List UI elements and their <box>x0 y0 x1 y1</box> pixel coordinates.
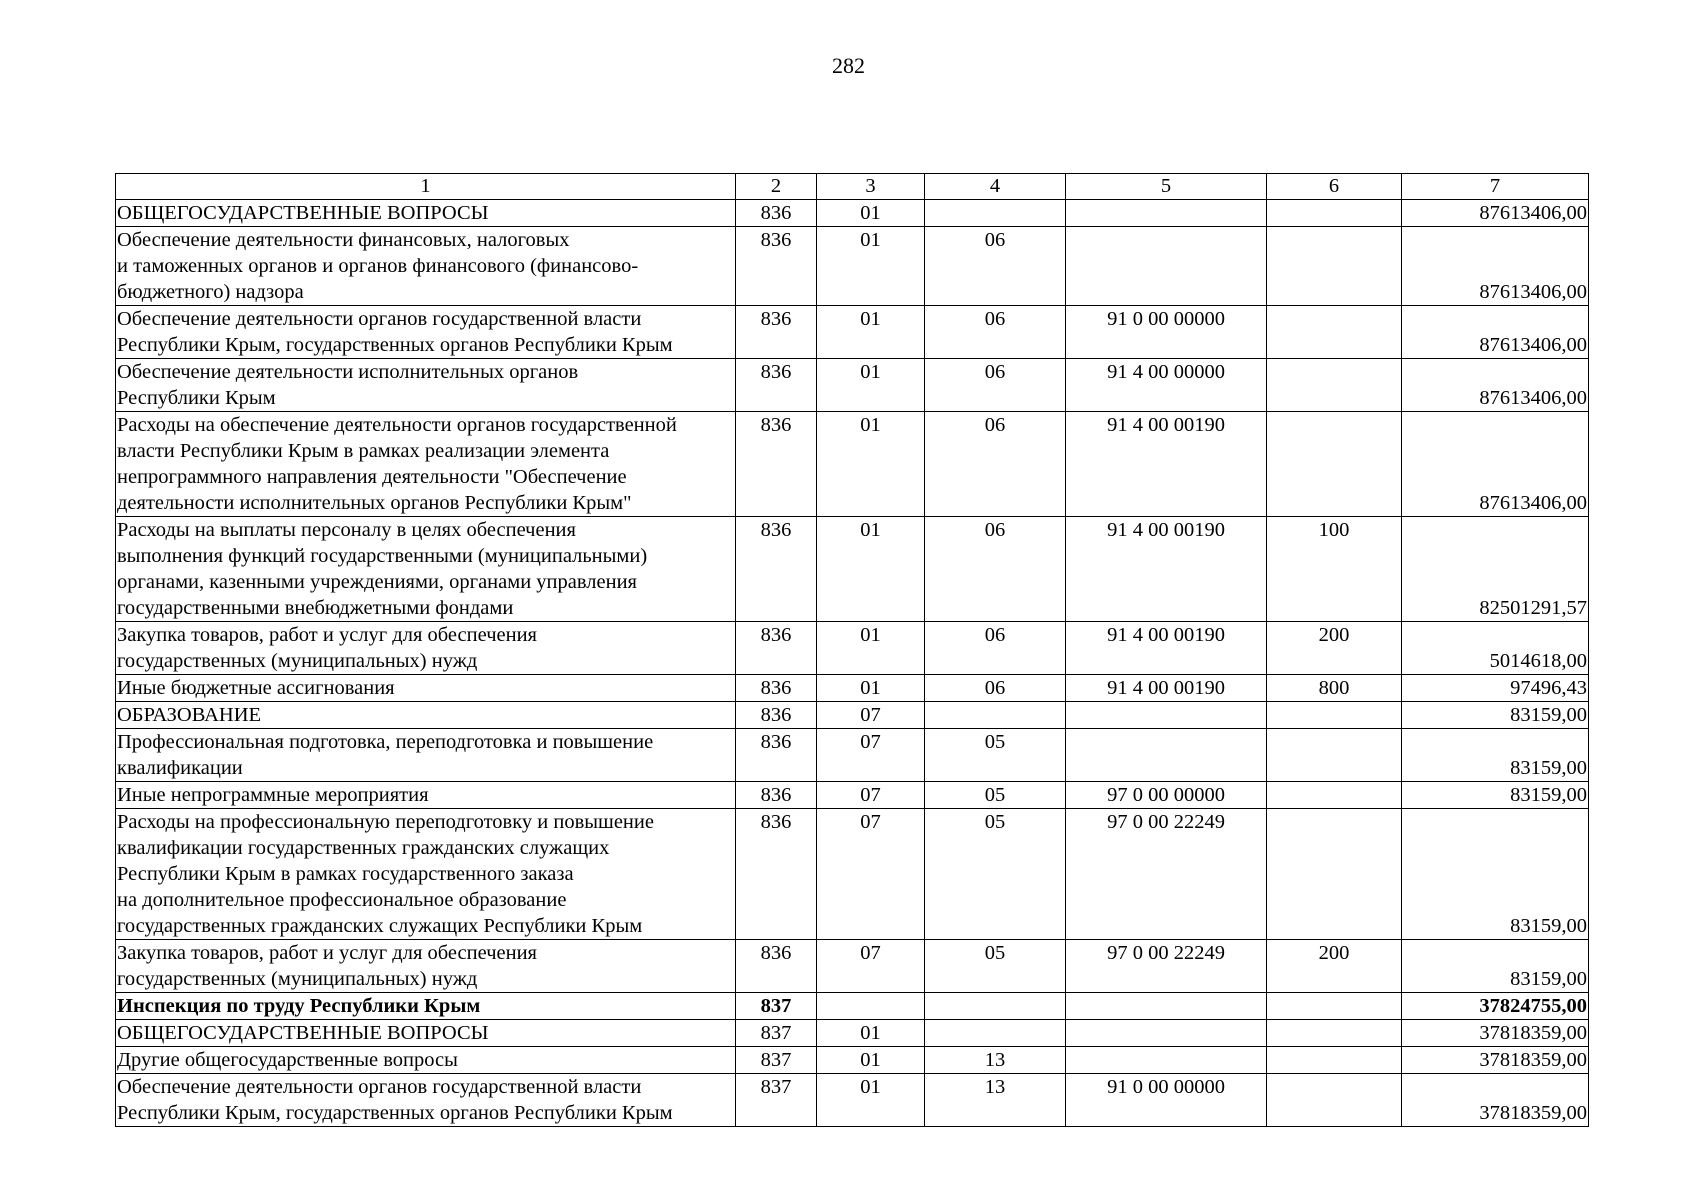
row-expense-type-cell <box>1267 1047 1402 1074</box>
row-section-code-cell: 01 <box>817 1020 925 1047</box>
row-name-cell: Закупка товаров, работ и услуг для обеспечения государственных (муниципальных) нужд <box>116 940 736 993</box>
table-row <box>116 517 1589 622</box>
table-row <box>116 675 1589 702</box>
row-subsection-code-cell: 13 <box>925 1047 1066 1074</box>
row-subsection-code-cell <box>925 1020 1066 1047</box>
row-subsection-code-cell: 06 <box>925 622 1066 675</box>
row-amount-cell: 37818359,00 <box>1402 1047 1589 1074</box>
row-expense-type-cell <box>1267 1074 1402 1127</box>
row-target-article-cell: 91 4 00 00190 <box>1066 675 1267 702</box>
row-name-cell: ОБЩЕГОСУДАРСТВЕННЫЕ ВОПРОСЫ <box>116 200 736 227</box>
row-section-code-cell: 01 <box>817 1047 925 1074</box>
row-section-code-cell: 01 <box>817 675 925 702</box>
row-amount-cell: 87613406,00 <box>1402 227 1589 306</box>
row-expense-type-cell <box>1267 359 1402 412</box>
row-target-article-cell <box>1066 227 1267 306</box>
table-header-row <box>116 174 1589 200</box>
row-expense-type-cell <box>1267 809 1402 940</box>
row-target-article-cell: 91 0 00 00000 <box>1066 1074 1267 1127</box>
row-target-article-cell: 91 0 00 00000 <box>1066 306 1267 359</box>
row-expense-type-cell <box>1267 1020 1402 1047</box>
budget-table <box>115 173 1589 1127</box>
table-row <box>116 993 1589 1020</box>
row-expense-type-cell <box>1267 993 1402 1020</box>
row-amount-cell: 83159,00 <box>1402 729 1589 782</box>
row-subsection-code-cell: 06 <box>925 517 1066 622</box>
row-subsection-code-cell: 06 <box>925 412 1066 517</box>
row-target-article-cell <box>1066 1047 1267 1074</box>
row-ministry-code-cell: 836 <box>736 359 817 412</box>
row-target-article-cell: 91 4 00 00000 <box>1066 359 1267 412</box>
row-subsection-code-cell: 05 <box>925 729 1066 782</box>
row-target-article-cell: 97 0 00 22249 <box>1066 809 1267 940</box>
row-ministry-code-cell: 836 <box>736 702 817 729</box>
row-ministry-code-cell: 837 <box>736 1020 817 1047</box>
row-amount-cell: 37818359,00 <box>1402 1074 1589 1127</box>
row-expense-type-cell: 100 <box>1267 517 1402 622</box>
table-row <box>116 1047 1589 1074</box>
row-target-article-cell: 91 4 00 00190 <box>1066 412 1267 517</box>
row-amount-cell: 5014618,00 <box>1402 622 1589 675</box>
row-ministry-code-cell: 836 <box>736 809 817 940</box>
row-expense-type-cell: 800 <box>1267 675 1402 702</box>
row-subsection-code-cell: 05 <box>925 809 1066 940</box>
row-name-cell: Расходы на профессиональную переподготовку и повышение квалификации государственных гражданских служащих Республики Крым в рамках государственного заказа на дополнительное профессиональное образование государственных гражданских служащих Республики Крым <box>116 809 736 940</box>
header-col-4: 4 <box>925 174 1066 200</box>
page-number: 282 <box>832 53 865 78</box>
row-name-cell: Обеспечение деятельности исполнительных органов Республики Крым <box>116 359 736 412</box>
row-section-code-cell: 07 <box>817 782 925 809</box>
row-expense-type-cell: 200 <box>1267 622 1402 675</box>
header-col-1: 1 <box>116 174 736 200</box>
row-name-cell: Расходы на обеспечение деятельности органов государственной власти Республики Крым в рамках реализации элемента непрограммного направления деятельности "Обеспечение деятельности исполнительных органов Республики Крым" <box>116 412 736 517</box>
row-ministry-code-cell: 836 <box>736 940 817 993</box>
header-col-3: 3 <box>817 174 925 200</box>
table-row <box>116 702 1589 729</box>
row-subsection-code-cell: 06 <box>925 359 1066 412</box>
row-subsection-code-cell: 06 <box>925 675 1066 702</box>
row-target-article-cell <box>1066 993 1267 1020</box>
row-section-code-cell <box>817 993 925 1020</box>
table-row <box>116 782 1589 809</box>
row-name-cell: ОБЩЕГОСУДАРСТВЕННЫЕ ВОПРОСЫ <box>116 1020 736 1047</box>
row-section-code-cell: 01 <box>817 227 925 306</box>
row-subsection-code-cell: 13 <box>925 1074 1066 1127</box>
row-expense-type-cell <box>1267 306 1402 359</box>
header-col-5: 5 <box>1066 174 1267 200</box>
row-section-code-cell: 01 <box>817 412 925 517</box>
row-ministry-code-cell: 836 <box>736 622 817 675</box>
row-target-article-cell <box>1066 702 1267 729</box>
row-target-article-cell <box>1066 729 1267 782</box>
header-col-2: 2 <box>736 174 817 200</box>
row-ministry-code-cell: 836 <box>736 200 817 227</box>
row-name-cell: Обеспечение деятельности органов государственной власти Республики Крым, государственных органов Республики Крым <box>116 306 736 359</box>
row-target-article-cell <box>1066 1020 1267 1047</box>
header-col-7: 7 <box>1402 174 1589 200</box>
table-row <box>116 200 1589 227</box>
row-section-code-cell: 07 <box>817 940 925 993</box>
row-expense-type-cell <box>1267 782 1402 809</box>
row-amount-cell: 83159,00 <box>1402 702 1589 729</box>
row-section-code-cell: 07 <box>817 729 925 782</box>
table-row <box>116 940 1589 993</box>
row-section-code-cell: 07 <box>817 809 925 940</box>
row-name-cell: ОБРАЗОВАНИЕ <box>116 702 736 729</box>
row-section-code-cell: 01 <box>817 306 925 359</box>
table-row <box>116 809 1589 940</box>
row-ministry-code-cell: 837 <box>736 993 817 1020</box>
row-name-cell: Профессиональная подготовка, переподготовка и повышение квалификации <box>116 729 736 782</box>
row-amount-cell: 87613406,00 <box>1402 306 1589 359</box>
row-subsection-code-cell: 05 <box>925 782 1066 809</box>
row-amount-cell: 97496,43 <box>1402 675 1589 702</box>
row-amount-cell: 83159,00 <box>1402 940 1589 993</box>
row-name-cell: Инспекция по труду Республики Крым <box>116 993 736 1020</box>
row-subsection-code-cell: 06 <box>925 306 1066 359</box>
row-expense-type-cell <box>1267 729 1402 782</box>
row-section-code-cell: 01 <box>817 200 925 227</box>
row-name-cell: Другие общегосударственные вопросы <box>116 1047 736 1074</box>
row-ministry-code-cell: 836 <box>736 675 817 702</box>
row-target-article-cell: 91 4 00 00190 <box>1066 517 1267 622</box>
row-ministry-code-cell: 837 <box>736 1047 817 1074</box>
row-name-cell: Расходы на выплаты персоналу в целях обеспечения выполнения функций государственными (муниципальными) органами, казенными учреждениями, органами управления государственными внебюджетными фондами <box>116 517 736 622</box>
row-subsection-code-cell <box>925 702 1066 729</box>
row-amount-cell: 83159,00 <box>1402 782 1589 809</box>
row-section-code-cell: 07 <box>817 702 925 729</box>
row-name-cell: Иные непрограммные мероприятия <box>116 782 736 809</box>
table-row <box>116 359 1589 412</box>
table-row <box>116 227 1589 306</box>
row-amount-cell: 83159,00 <box>1402 809 1589 940</box>
row-name-cell: Обеспечение деятельности финансовых, налоговых и таможенных органов и органов финансового (финансово- бюджетного) надзора <box>116 227 736 306</box>
row-ministry-code-cell: 836 <box>736 227 817 306</box>
row-name-cell: Иные бюджетные ассигнования <box>116 675 736 702</box>
row-amount-cell: 87613406,00 <box>1402 200 1589 227</box>
row-target-article-cell <box>1066 200 1267 227</box>
table-row <box>116 729 1589 782</box>
row-ministry-code-cell: 836 <box>736 412 817 517</box>
row-target-article-cell: 97 0 00 00000 <box>1066 782 1267 809</box>
row-section-code-cell: 01 <box>817 359 925 412</box>
table-row <box>116 1020 1589 1047</box>
row-expense-type-cell <box>1267 412 1402 517</box>
row-amount-cell: 82501291,57 <box>1402 517 1589 622</box>
row-expense-type-cell <box>1267 200 1402 227</box>
table-row <box>116 622 1589 675</box>
row-subsection-code-cell: 06 <box>925 227 1066 306</box>
row-expense-type-cell <box>1267 227 1402 306</box>
row-section-code-cell: 01 <box>817 1074 925 1127</box>
row-expense-type-cell: 200 <box>1267 940 1402 993</box>
row-amount-cell: 87613406,00 <box>1402 359 1589 412</box>
row-ministry-code-cell: 836 <box>736 306 817 359</box>
row-subsection-code-cell <box>925 200 1066 227</box>
row-subsection-code-cell: 05 <box>925 940 1066 993</box>
table-row <box>116 306 1589 359</box>
table-row <box>116 1074 1589 1127</box>
row-name-cell: Закупка товаров, работ и услуг для обеспечения государственных (муниципальных) нужд <box>116 622 736 675</box>
row-amount-cell: 87613406,00 <box>1402 412 1589 517</box>
row-ministry-code-cell: 836 <box>736 517 817 622</box>
row-expense-type-cell <box>1267 702 1402 729</box>
row-target-article-cell: 91 4 00 00190 <box>1066 622 1267 675</box>
row-target-article-cell: 97 0 00 22249 <box>1066 940 1267 993</box>
header-col-6: 6 <box>1267 174 1402 200</box>
row-amount-cell: 37824755,00 <box>1402 993 1589 1020</box>
row-subsection-code-cell <box>925 993 1066 1020</box>
row-name-cell: Обеспечение деятельности органов государственной власти Республики Крым, государственных органов Республики Крым <box>116 1074 736 1127</box>
row-ministry-code-cell: 836 <box>736 729 817 782</box>
row-section-code-cell: 01 <box>817 517 925 622</box>
table-row <box>116 412 1589 517</box>
row-ministry-code-cell: 836 <box>736 782 817 809</box>
row-amount-cell: 37818359,00 <box>1402 1020 1589 1047</box>
row-ministry-code-cell: 837 <box>736 1074 817 1127</box>
row-section-code-cell: 01 <box>817 622 925 675</box>
